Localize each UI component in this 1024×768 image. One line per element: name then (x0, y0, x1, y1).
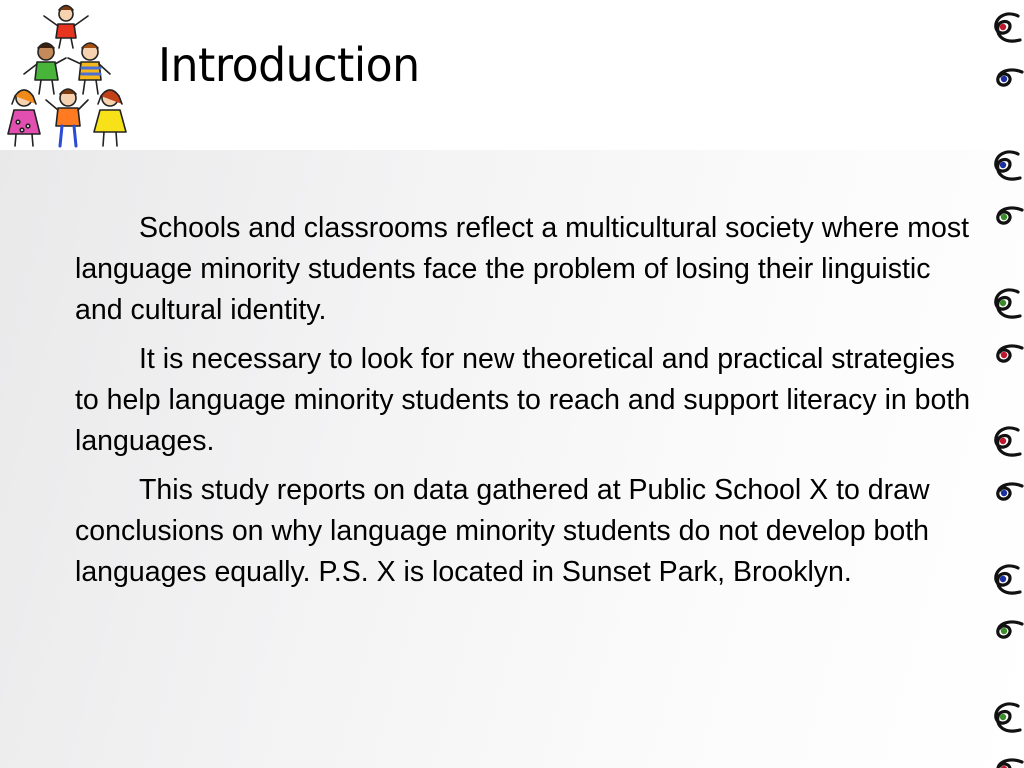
border-curl-dot (1001, 628, 1007, 634)
border-curl-dot (1001, 214, 1007, 220)
border-curl-dot (1000, 714, 1006, 720)
curly-border-icon (976, 0, 1024, 768)
border-curl-dot (1000, 24, 1006, 30)
paragraph-3: This study reports on data gathered at Public School X to draw conclusions on why language minority students do not develop both languages equally. P.S. X is located in Sunset Park, Brooklyn. (75, 474, 930, 588)
border-curl-dot (1000, 576, 1006, 582)
border-curl (996, 152, 1020, 179)
slide-body (75, 208, 980, 601)
border-curl-dot (1000, 300, 1006, 306)
border-curl-dot (1001, 76, 1007, 82)
border-curl (996, 566, 1020, 593)
border-curl-dot (1000, 162, 1006, 168)
border-curl-dot (1000, 438, 1006, 444)
border-curl (996, 290, 1020, 317)
border-curl (998, 760, 1022, 768)
border-curl (996, 14, 1020, 41)
border-curl (996, 704, 1020, 731)
border-curl-dot (1001, 490, 1007, 496)
border-curl (996, 428, 1020, 455)
border-curl-dot (1001, 352, 1007, 358)
paragraph-2: It is necessary to look for new theoretical and practical strategies to help language minority students to reach and support literacy in both languages. (75, 343, 971, 457)
children-pyramid-icon (2, 2, 130, 150)
paragraph-1: Schools and classrooms reflect a multicultural society where most language minority students face the problem of losing their linguistic and cultural identity. (75, 212, 969, 326)
slide-title: Introduction (158, 38, 420, 92)
